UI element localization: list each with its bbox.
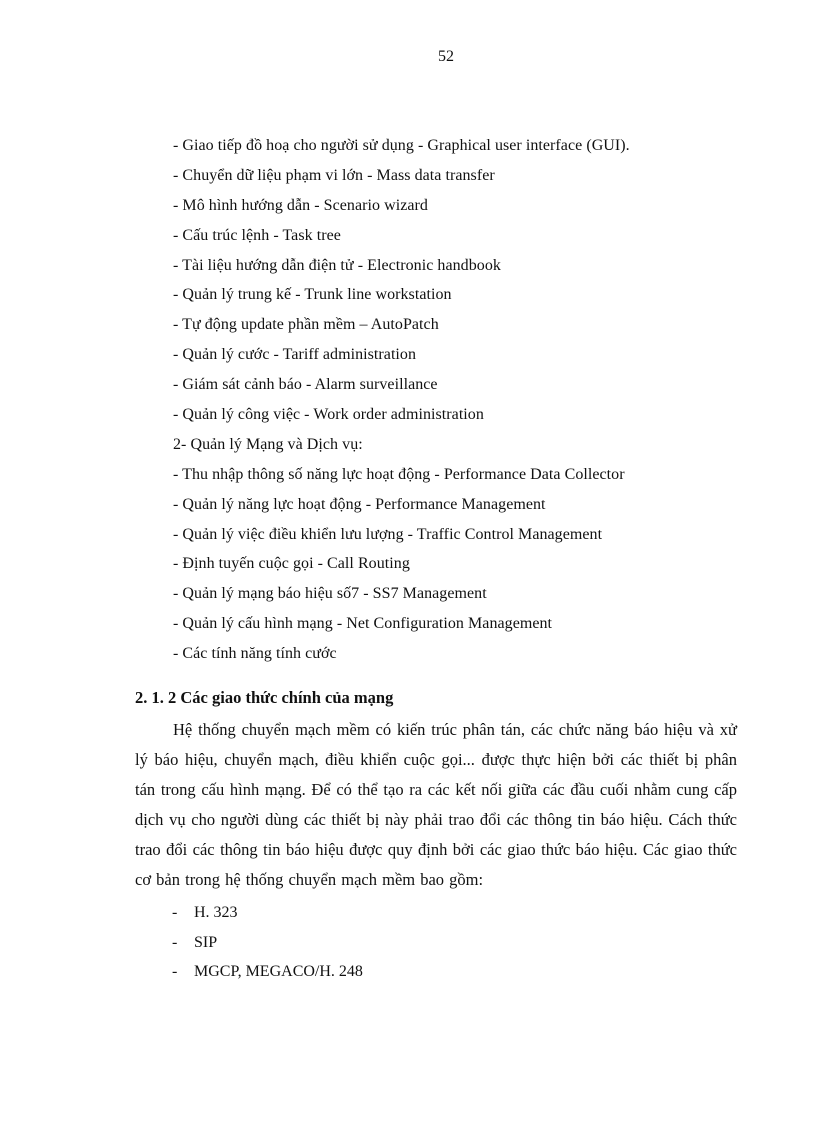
subsection-title: 2- Quản lý Mạng và Dịch vụ: (173, 435, 363, 453)
section-heading: 2. 1. 2 Các giao thức chính của mạng (135, 688, 394, 707)
list-item: - Quản lý trung kế - Trunk line workstation (173, 286, 452, 304)
list-item: - Giám sát cảnh báo - Alarm surveillance (173, 376, 438, 394)
list-item: - Quản lý năng lực hoạt động - Performance Management (173, 495, 546, 513)
protocol-item (172, 928, 363, 958)
list-item: - Thu nhập thông số năng lực hoạt động - Performance Data Collector (173, 465, 625, 483)
protocol-item (172, 957, 363, 987)
bullet-dash: - (172, 933, 178, 951)
list-item: - Định tuyến cuộc gọi - Call Routing (173, 555, 410, 573)
bullet-dash: - (172, 963, 178, 981)
protocol-item (172, 898, 363, 928)
protocol-list (172, 898, 363, 987)
list-item: - Tài liệu hướng dẫn điện tử - Electronic handbook (173, 256, 501, 274)
list-item: - Tự động update phần mềm – AutoPatch (173, 316, 439, 334)
list-item: - Giao tiếp đồ hoạ cho người sử dụng - Graphical user interface (GUI). (173, 137, 630, 154)
protocol-label: SIP (194, 933, 218, 951)
list-item: - Quản lý mạng báo hiệu số7 - SS7 Management (173, 585, 487, 603)
protocol-label: MGCP, MEGACO/H. 248 (194, 963, 363, 981)
bullet-dash: - (172, 904, 178, 921)
list-item: - Các tính năng tính cước (173, 645, 337, 663)
body-paragraph: Hệ thống chuyển mạch mềm có kiến trúc phân tán, các chức năng báo hiệu và xử lý báo hiệu, chuyển mạch, điều khiển cuộc gọi... được thực hiện bởi các thiết bị phân tán trong cấu hình mạng. Để có thể tạo ra các kết nối giữa các đầu cuối nhằm cung cấp dịch vụ cho người dùng các thiết bị này phải trao đổi các thông tin báo hiệu. Cách thức trao đổi các thông tin báo hiệu được quy định bởi các giao thức báo hiệu. Các giao thức cơ bản trong hệ thống chuyển mạch mềm bao gồm: (135, 720, 737, 889)
list-item: - Quản lý việc điều khiển lưu lượng - Traffic Control Management (173, 525, 603, 543)
list-item: - Mô hình hướng dẫn - Scenario wizard (173, 196, 428, 214)
list-item: - Quản lý cước - Tariff administration (173, 346, 417, 364)
list-item: - Quản lý công việc - Work order administration (173, 406, 484, 424)
list-item: - Cấu trúc lệnh - Task tree (173, 226, 341, 244)
list-item: - Chuyển dữ liệu phạm vi lớn - Mass data transfer (173, 166, 495, 184)
protocol-label: H. 323 (194, 904, 238, 921)
feature-list (173, 131, 630, 669)
list-item: - Quản lý cấu hình mạng - Net Configuration Management (173, 615, 553, 633)
page-number: 52 (438, 48, 454, 65)
